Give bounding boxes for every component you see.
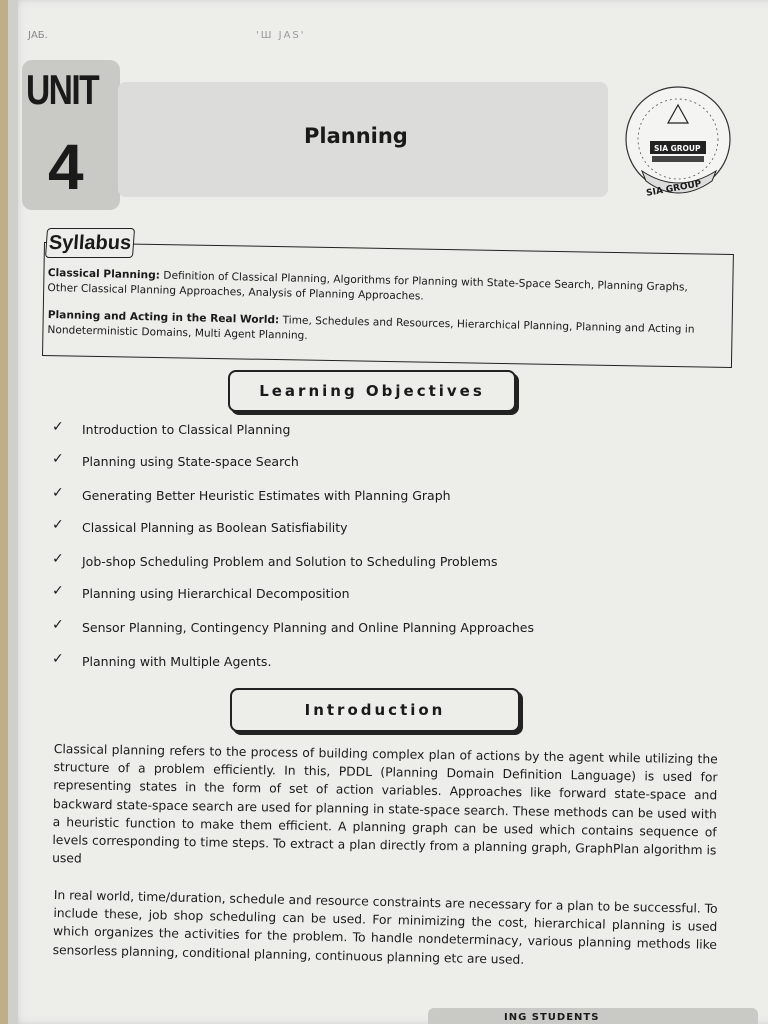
objective-text: Planning using State-space Search [82,454,299,469]
check-icon: ✓ [52,451,64,467]
logo-name: SIA GROUP [654,144,701,153]
unit-label: UNIT [26,66,98,113]
syllabus-heading: Classical Planning: [47,266,161,282]
objective-text: Job-shop Scheduling Problem and Solution to Scheduling Problems [82,554,498,569]
check-icon: ✓ [52,617,64,633]
check-icon: ✓ [52,551,64,567]
syllabus-body: Definition of Classical Planning, Algorithms for Planning with State-Space Search, Planning Graphs, Other Classical Planning Approaches, Analysis of Planning Approaches. [47,269,689,303]
check-icon: ✓ [52,419,64,435]
objective-text: Planning with Multiple Agents. [82,654,272,669]
objective-text: Introduction to Classical Planning [82,422,291,437]
introduction-heading: Introduction [230,688,520,732]
book-page [8,0,768,1024]
logo-banner: SIA GROUP [645,179,703,199]
objective-text: Classical Planning as Boolean Satisfiability [82,520,348,535]
syllabus-tag: Syllabus [45,228,135,258]
intro-paragraph: Classical planning refers to the process of building complex plan of actions by the agent while utilizing the structure of a problem efficiently. In this, PDDL (Planning Domain Definition Language) is used for representing states in the form of set of action variables. Approaches like forward state-space and backward state-space search are used for planning in state-space search. These methods can be used with a heuristic function to make them efficient. A planning graph can be used which contains sequence of levels corresponding to time steps. To extract a plan directly from a planning graph, GraphPlan algorithm is used [52,741,718,866]
intro-paragraph: In real world, time/duration, schedule and resource constraints are necessary for a plan to be successful. To include these, job shop scheduling can be used. For minimizing the cost, hierarchical planning is used which organizes the activities for the problem. To handle nondeterminacy, various planning methods like sensorless planning, conditional planning, continuous planning etc are used. [52,887,718,967]
objective-text: Planning using Hierarchical Decomposition [82,586,350,601]
unit-number: 4 [48,131,84,203]
chapter-title: Planning [304,124,408,148]
objectives-heading: Learning Objectives [228,370,516,412]
syllabus-body: Time, Schedules and Resources, Hierarchical Planning, Planning and Acting in Nondeterministic Domains, Multi Agent Planning. [47,314,695,342]
check-icon: ✓ [52,651,64,667]
check-icon: ✓ [52,517,64,533]
objective-text: Sensor Planning, Contingency Planning and Online Planning Approaches [82,620,535,635]
top-scrawl: 'Ш ЈАЅ' [256,30,306,41]
check-icon: ✓ [52,583,64,599]
syllabus-heading: Planning and Acting in the Real World: [47,308,280,327]
check-icon: ✓ [52,485,64,501]
footer-text: ING STUDENTS [504,1012,600,1023]
objective-text: Generating Better Heuristic Estimates with Planning Graph [82,488,451,503]
page-mark: ЈАБ. [28,30,48,41]
page-spine-shadow [8,0,18,1024]
